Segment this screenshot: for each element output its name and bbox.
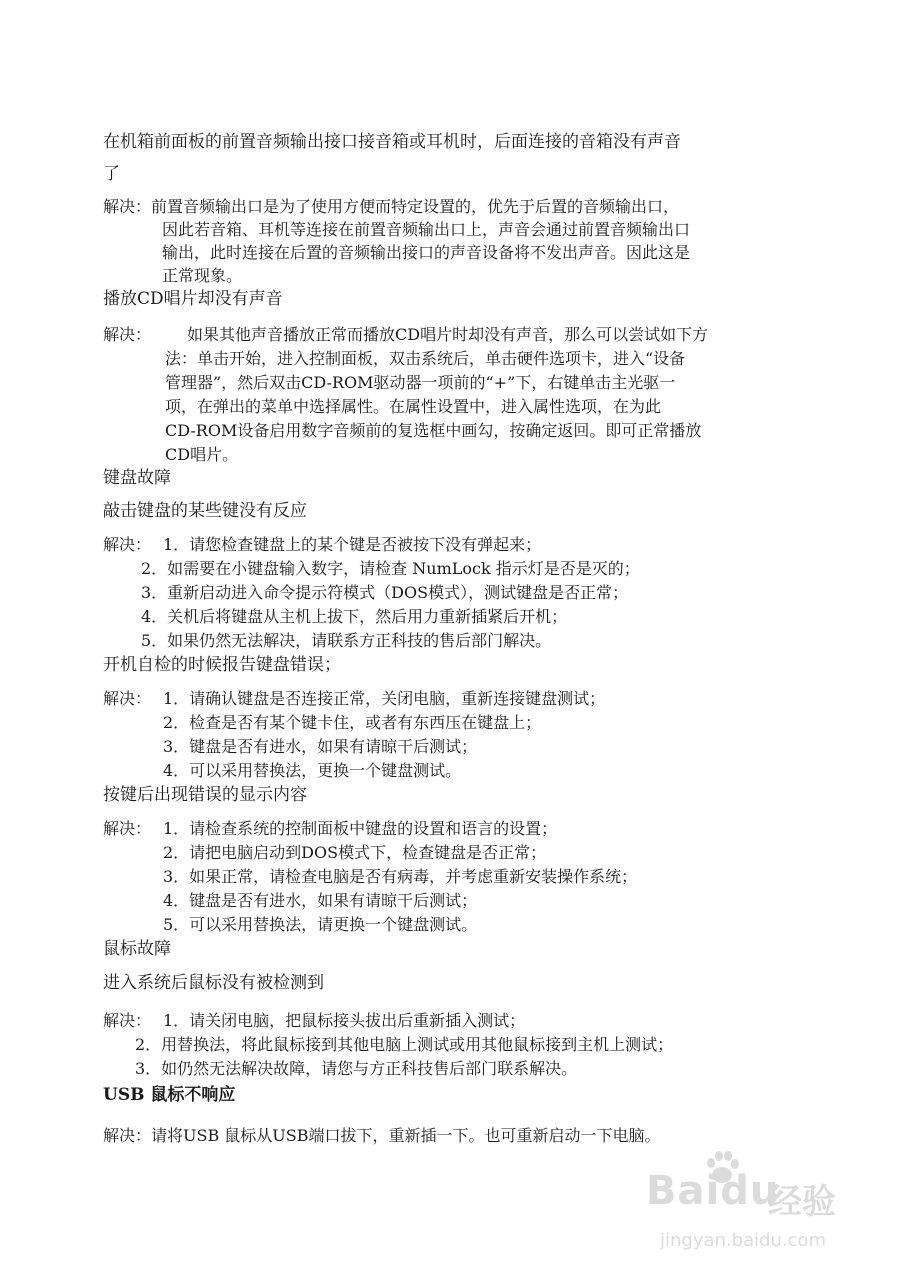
heading-front-audio-cont: 了 [103,164,120,184]
answer-line: 解决：前置音频输出口是为了使用方便而特定设置的，优先于后置的音频输出口， [103,197,680,216]
answer-item: 4．关机后将键盘从主机上拔下，然后用力重新插紧后开机； [141,607,568,626]
answer-item: 1．请关闭电脑，把鼠标接头拔出后重新插入测试； [163,1011,526,1030]
watermark-cn: 经验 [768,1182,836,1222]
heading-post-keyboard-error: 开机自检的时候报告键盘错误； [103,655,341,675]
answer-line: 如果其他声音播放正常而播放CD唱片时却没有声音，那么可以尝试如下方 [187,325,709,344]
answer-item: 2．用替换法，将此鼠标接到其他电脑上测试或用其他鼠标接到主机上测试； [135,1035,674,1054]
answer-label: 解决： [103,325,152,344]
answer-line: 项，在弹出的菜单中选择属性。在属性设置中，进入属性选项，在为此 [165,397,662,416]
answer-item: 2．请把电脑启动到DOS模式下，检查键盘是否正常； [163,843,547,862]
heading-cd-no-sound: 播放CD唱片却没有声音 [103,289,283,309]
answer-item: 3．如仍然无法解决故障，请您与方正科技售后部门联系解决。 [135,1059,578,1078]
heading-mouse-fault: 鼠标故障 [103,939,171,959]
watermark-brand: Baidu [646,1168,780,1214]
baidu-jingyan-watermark [640,1148,880,1268]
answer-line: 正常现象。 [162,266,243,285]
heading-usb-mouse: USB 鼠标不响应 [103,1085,236,1105]
answer-line: 因此若音箱、耳机等连接在前置音频输出口上，声音会通过前置音频输出口 [162,220,691,239]
heading-mouse-not-detected: 进入系统后鼠标没有被检测到 [103,973,324,993]
answer-item: 1．请确认键盘是否连接正常，关闭电脑，重新连接键盘测试； [163,689,606,708]
heading-wrong-display: 按键后出现错误的显示内容 [103,785,307,805]
answer-item: 4．可以采用替换法，更换一个键盘测试。 [163,761,462,780]
answer-item: 5．可以采用替换法，请更换一个键盘测试。 [163,915,478,934]
answer-line: 输出，此时连接在后置的音频输出接口的声音设备将不发出声音。因此这是 [162,243,691,262]
answer-item: 4．键盘是否有进水，如果有请晾干后测试； [163,891,478,910]
answer-line: CD唱片。 [165,445,239,464]
heading-front-audio: 在机箱前面板的前置音频输出接口接音箱或耳机时，后面连接的音箱没有声音 [103,132,681,152]
watermark-url: jingyan.baidu.com [660,1230,827,1251]
answer-item: 1．请您检查键盘上的某个键是否被按下没有弹起来； [163,535,542,554]
heading-keys-no-response: 敲击键盘的某些键没有反应 [103,501,307,521]
answer-item: 3．如果正常，请检查电脑是否有病毒，并考虑重新安装操作系统； [163,867,638,886]
answer-item: 2．如需要在小键盘输入数字，请检查 NumLock 指示灯是否是灭的； [141,559,640,578]
answer-label: 解决： [103,535,152,554]
answer-line: 管理器”，然后双击CD-ROM驱动器一项前的“+”下，右键单击主光驱一 [165,373,676,392]
answer-label: 解决： [103,1011,152,1030]
answer-item: 1．请检查系统的控制面板中键盘的设置和语言的设置； [163,819,558,838]
answer-label: 解决： [103,689,152,708]
answer-line: 法：单击开始，进入控制面板，双击系统后，单击硬件选项卡，进入“设备 [165,349,686,368]
answer-line: 解决：请将USB 鼠标从USB端口拔下，重新插一下。也可重新启动一下电脑。 [103,1126,661,1145]
heading-keyboard-fault: 键盘故障 [103,468,171,488]
answer-item: 3．键盘是否有进水，如果有请晾干后测试； [163,737,478,756]
answer-line: CD-ROM设备启用数字音频前的复选框中画勾，按确定返回。即可正常播放 [165,421,702,440]
answer-label: 解决： [103,819,152,838]
answer-item: 2．检查是否有某个键卡住，或者有东西压在键盘上； [163,713,542,732]
answer-item: 5．如果仍然无法解决，请联系方正科技的售后部门解决。 [141,631,552,650]
answer-item: 3．重新启动进入命令提示符模式（DOS模式），测试键盘是否正常； [141,583,629,602]
